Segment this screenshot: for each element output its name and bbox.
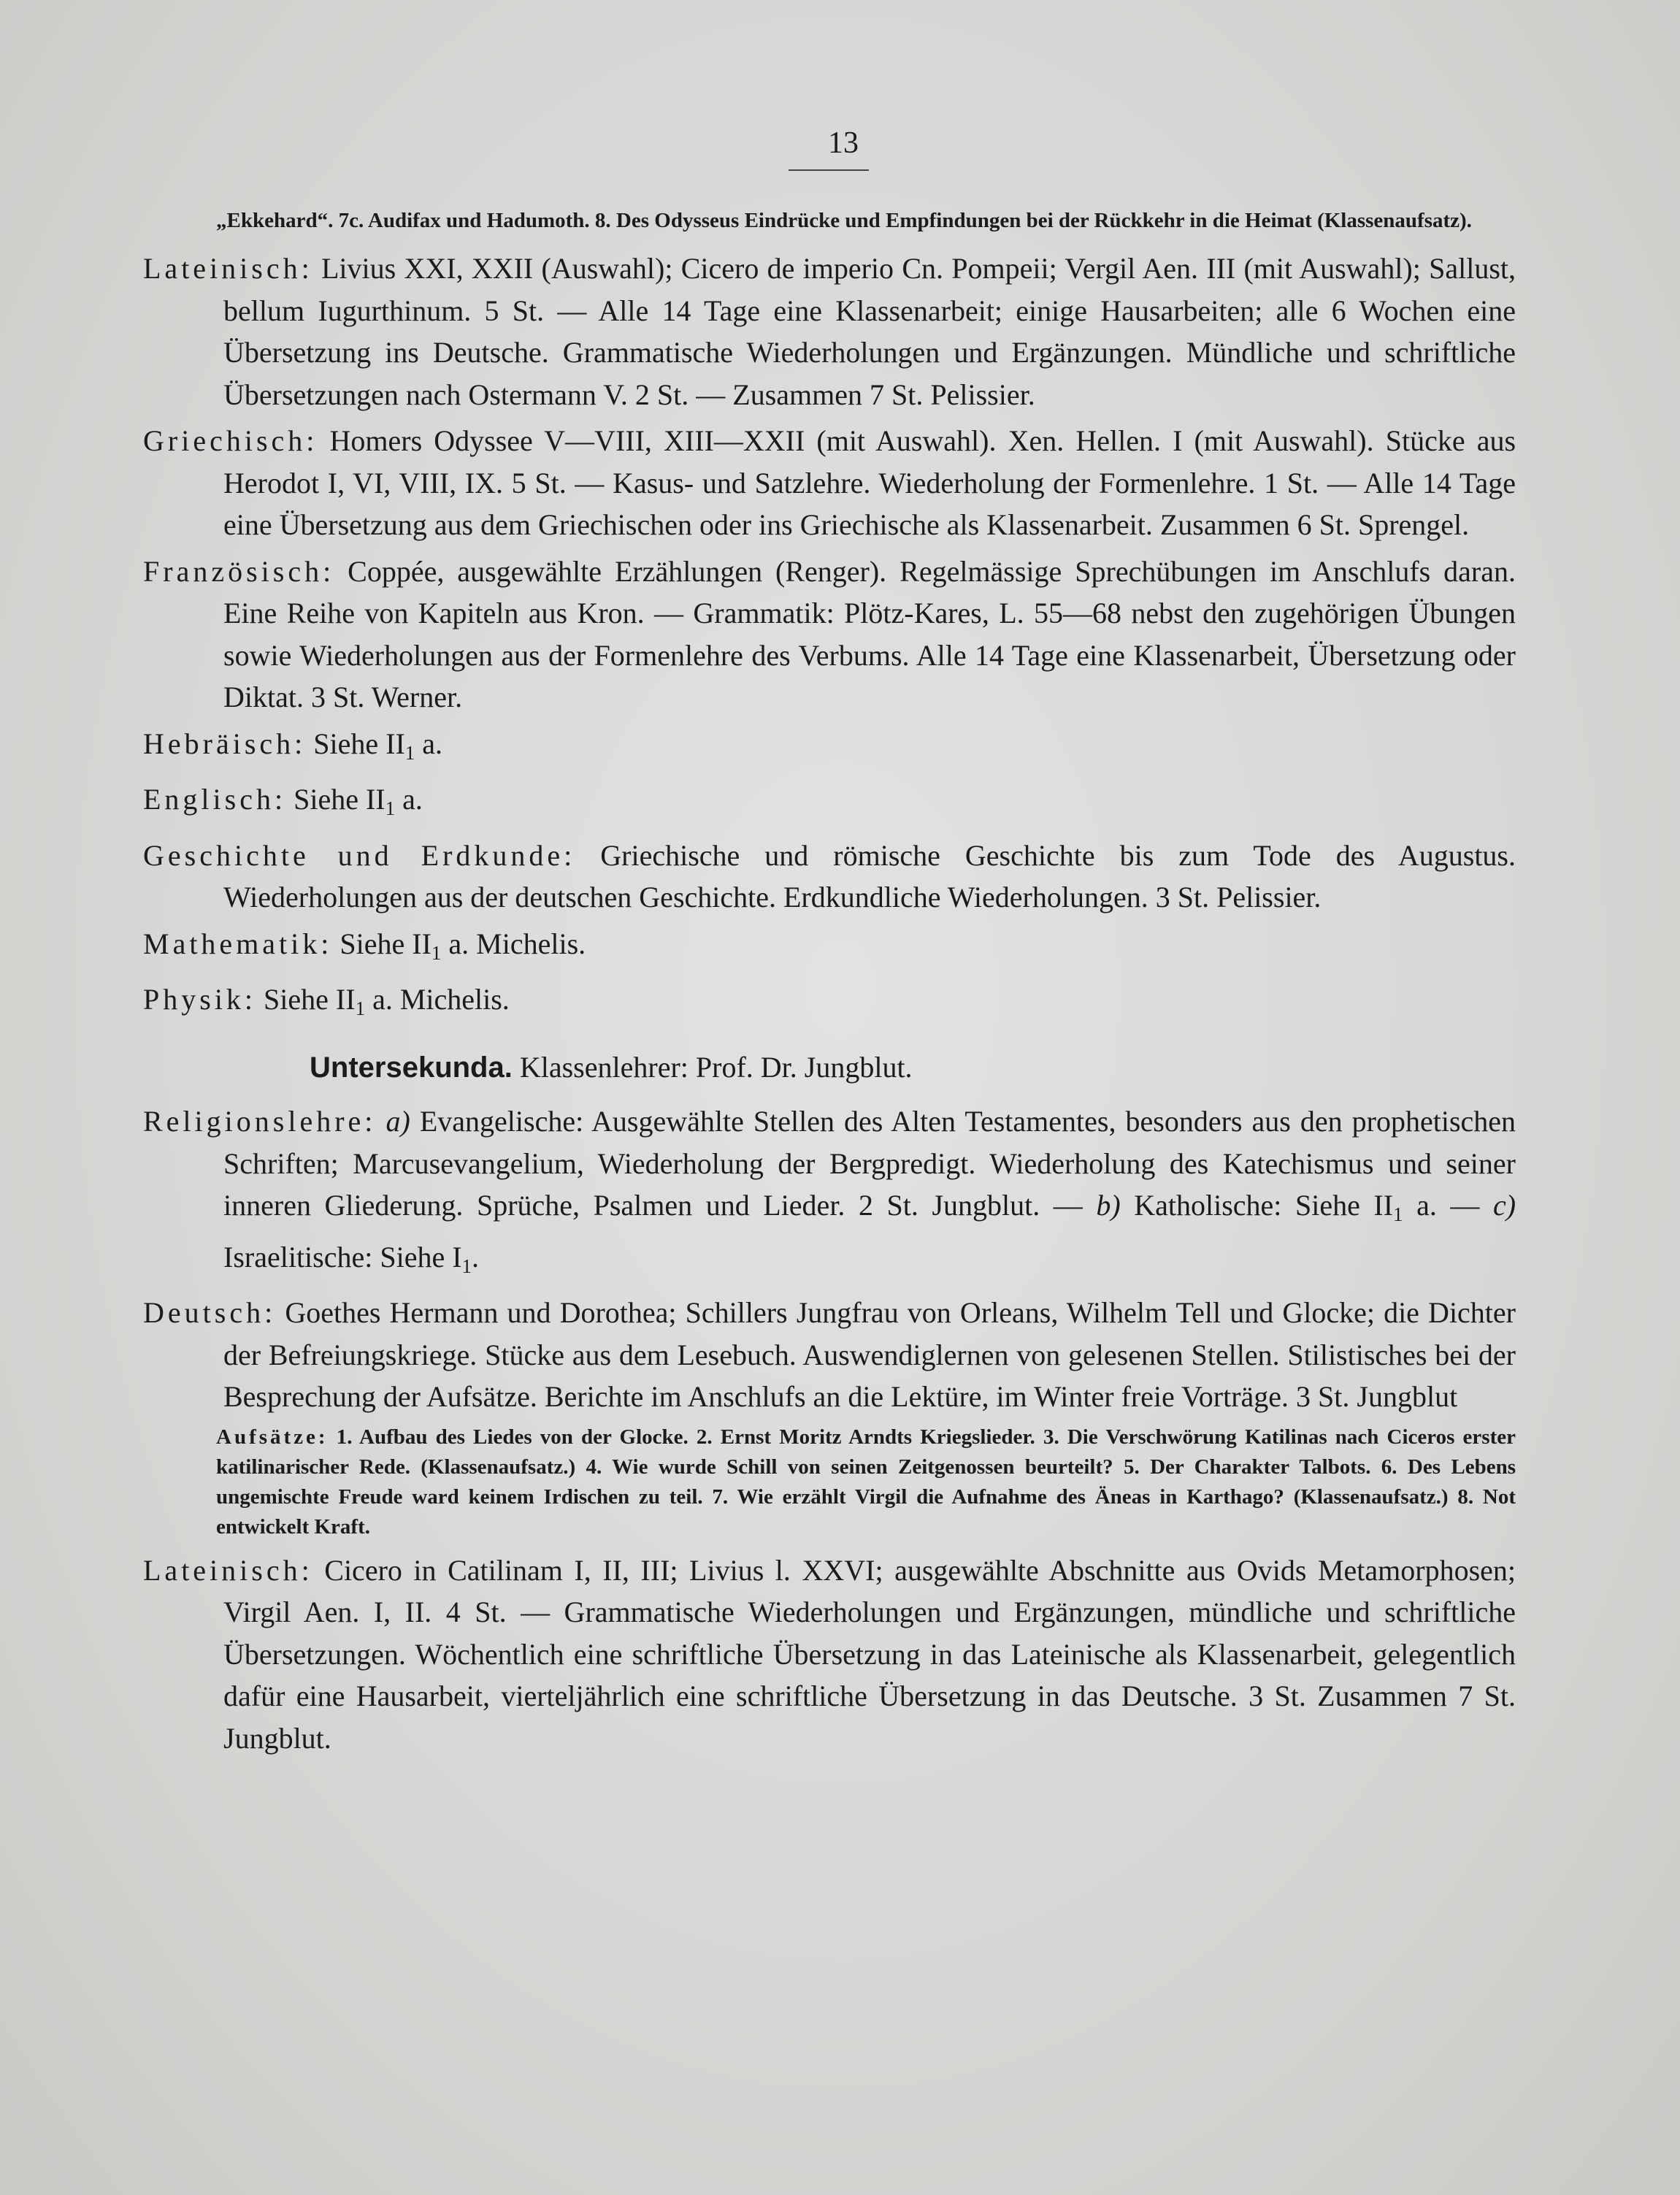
subject-label: Religionslehre: (143, 1105, 377, 1138)
page-number: 13 (828, 126, 859, 160)
class-name: Untersekunda. (310, 1051, 513, 1084)
section-heading-untersekunda (143, 1046, 1516, 1089)
subject-text: Livius XXI, XXII (Auswahl); Cicero de imperio Cn. Pompeii; Vergil Aen. III (mit Auswahl); Sallust, bellum Iugurthinum. 5 St. — Alle 14 Tage eine Klassenarbeit; einige Hausarbeiten; alle 6 Wochen eine Übersetzung ins Deutsche. Grammatische Wiederholungen und Ergänzungen. Mündliche und schriftliche Übersetzungen nach Ostermann V. 2 St. — Zusammen 7 St. Pelissier. (223, 252, 1516, 411)
class-teacher: Klassenlehrer: Prof. Dr. Jungblut. (519, 1050, 913, 1084)
essay-topics (143, 1422, 1516, 1542)
subject-label: Lateinisch: (143, 1553, 313, 1587)
subject-label: Lateinisch: (143, 252, 313, 285)
page-body (143, 206, 1516, 1763)
subject-label: Physik: (143, 983, 257, 1016)
subject-label: Englisch: (143, 783, 287, 816)
subject-label: Französisch: (143, 554, 335, 588)
subject-physics: Physik: Siehe $II_1$ a. Michelis. (143, 983, 510, 1019)
subject-german (143, 1292, 1516, 1418)
subject-hebrew: Hebräisch: Siehe $II_1$ a. (143, 727, 443, 764)
subject-text: Goethes Hermann und Dorothea; Schillers Jungfrau von Orleans, Wilhelm Tell und Glocke; die Dichter der Befreiungskriege. Stücke aus dem Lesebuch. Auswendiglernen von gelesenen Stellen. Stilistisches bei der Besprechung der Aufsätze. Berichte im Anschlufs an die Lektüre, im Winter freie Vorträge. 3 St. Jungblut (223, 1296, 1516, 1413)
subject-english: Englisch: Siehe $II_1$ a. (143, 783, 423, 819)
page-number-rule (789, 169, 869, 171)
essay-topics-text: 1. Aufbau des Liedes von der Glocke. 2. Ernst Moritz Arndts Kriegslieder. 3. Die Verschwörung Katilinas nach Ciceros erster katilinarischer Rede. (Klassenaufsatz.) 4. Wie wurde Schill von seinen Zeitgenossen beurteilt? 5. Der Charakter Talbots. 6. Des Lebens ungemischte Freude ward keinem Irdischen zu teil. 7. Wie erzählt Virgil die Aufnahme des Äneas in Karthago? (Klassenaufsatz.) 8. Not entwickelt Kraft. (216, 1425, 1516, 1539)
subject-text: Coppée, ausgewählte Erzählungen (Renger). Regelmässige Sprechübungen im Anschlufs daran. Eine Reihe von Kapiteln aus Kron. — Grammatik: Plötz-Kares, L. 55—68 nebst den zugehörigen Übungen sowie Wiederholungen aus der Formenlehre des Verbums. Alle 14 Tage eine Klassenarbeit, Übersetzung oder Diktat. 3 St. Werner. (223, 554, 1516, 713)
essay-topics-label: Aufsätze: (216, 1425, 329, 1449)
subject-label: Hebräisch: (143, 727, 307, 760)
subject-latin-obersekunda (143, 248, 1516, 415)
subject-text: Cicero in Catilinam I, II, III; Livius l. XXVI; ausgewählte Abschnitte aus Ovids Metamorphosen; Virgil Aen. I, II. 4 St. — Grammatische Wiederholungen und Ergänzungen, mündliche und schriftliche Übersetzungen. Wöchentlich eine schriftliche Übersetzung in das Lateinische als Klassenarbeit, gelegentlich dafür eine Hausarbeit, vierteljährlich eine schriftliche Übersetzung in das Deutsche. 3 St. Zusammen 7 St. Jungblut. (223, 1553, 1516, 1755)
subject-greek (143, 420, 1516, 546)
subject-latin-untersekunda (143, 1549, 1516, 1760)
subject-label: Geschichte und Erdkunde: (143, 838, 576, 872)
subject-religion: Religionslehre: a) Evangelische: Ausgewählte Stellen des Alten Testamentes, besonders aus den prophetischen Schriften; Marcusevangelium, Wiederholung der Bergpredigt. Wiederholung des Katechismus und seiner inneren Gliederung. Sprüche, Psalmen und Lieder. 2 St. Jungblut. — b) Katholische: Siehe $II_1$ a. — c) Israelitische: Siehe $I_1$. (143, 1105, 1516, 1277)
essay-topics-continued: „Ekkehard“. 7c. Audifax und Hadumoth. 8. Des Odysseus Eindrücke und Empfindungen bei der Rückkehr in die Heimat (Klassenaufsatz). (216, 209, 1472, 232)
subject-text: Griechische und römische Geschichte bis zum Tode des Augustus. Wiederholungen aus der deutschen Geschichte. Erdkundliche Wiederholungen. 3 St. Pelissier. (223, 838, 1516, 913)
subject-label: Griechisch: (143, 424, 318, 457)
subject-label: Mathematik: (143, 927, 333, 960)
subject-history-geography (143, 835, 1516, 919)
subject-mathematics: Mathematik: Siehe $II_1$ a. Michelis. (143, 927, 586, 964)
subject-french (143, 551, 1516, 719)
subject-text: Homers Odyssee V—VIII, XIII—XXII (mit Auswahl). Xen. Hellen. I (mit Auswahl). Stücke aus Herodot I, VI, VIII, IX. 5 St. — Kasus- und Satzlehre. Wiederholung der Formenlehre. 1 St. — Alle 14 Tage eine Übersetzung aus dem Griechischen oder ins Griechische als Klassenarbeit. Zusammen 6 St. Sprengel. (223, 424, 1516, 541)
subject-label: Deutsch: (143, 1296, 277, 1329)
